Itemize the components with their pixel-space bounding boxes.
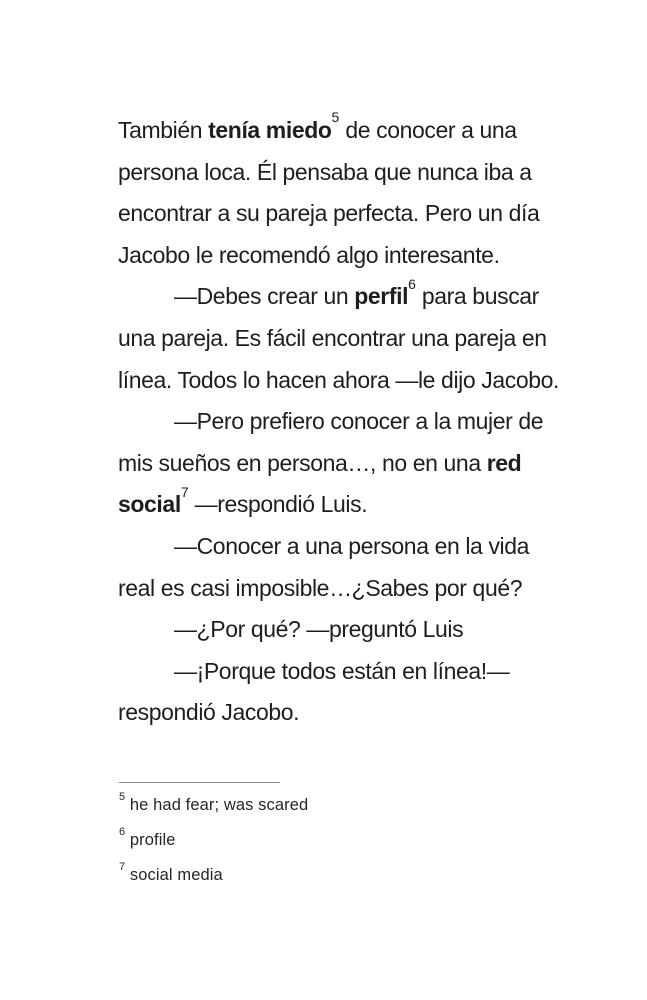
story-line (118, 360, 588, 402)
footnote-item (119, 860, 589, 885)
footnote-item (119, 825, 589, 850)
story-line (118, 443, 588, 485)
story-line (118, 568, 588, 610)
story-segment: tenía miedo (208, 117, 332, 143)
footnote-marker: 5 (119, 790, 126, 803)
footnote-marker: 6 (119, 825, 126, 838)
footnote-marker: 7 (119, 860, 126, 873)
story-segment: —¿Por qué? —preguntó Luis (174, 616, 464, 643)
story-line (118, 609, 588, 651)
story-segment: Jacobo le recomendó algo interesante. (118, 241, 500, 268)
story-line (118, 401, 588, 443)
story-text-block (118, 110, 588, 734)
story-segment: mis sueños en persona…, no en una (118, 449, 487, 476)
story-segment: respondió Jacobo. (118, 699, 300, 726)
story-segment: —Pero prefiero conocer a la mujer de (174, 408, 544, 435)
story-line (118, 318, 588, 360)
story-segment: —¡Porque todos están en línea!— (174, 657, 510, 684)
footnote-text: social media (129, 866, 223, 884)
story-line (118, 484, 588, 526)
story-segment: real es casi imposible…¿Sabes por qué? (118, 574, 523, 601)
footnote-reference: 5 (331, 109, 340, 126)
story-segment: —respondió Luis. (188, 491, 368, 518)
story-segment: red (486, 449, 522, 476)
story-segment: perfil (354, 283, 409, 310)
story-segment: social (118, 491, 181, 518)
footnote-reference: 7 (180, 483, 189, 500)
footnote-item (119, 790, 589, 815)
story-segment: —Debes crear un (174, 283, 355, 310)
footnotes-block (119, 782, 589, 901)
story-line (118, 276, 588, 318)
footnote-list (119, 790, 589, 885)
story-line (118, 235, 588, 277)
story-segment: También (118, 117, 209, 143)
story-line (118, 651, 588, 693)
story-segment: para buscar (415, 283, 539, 310)
footnote-text: profile (129, 831, 176, 849)
story-segment: una pareja. Es fácil encontrar una pareja en (118, 324, 547, 351)
story-segment: —Conocer a una persona en la vida (174, 532, 530, 559)
story-line (118, 110, 588, 152)
footnote-reference: 6 (408, 275, 416, 292)
story-line (118, 692, 588, 734)
story-segment: de conocer a una (339, 117, 517, 143)
story-line (118, 193, 588, 235)
footnote-text: he had fear; was scared (129, 796, 309, 814)
story-segment: encontrar a su pareja perfecta. Pero un día (118, 200, 540, 227)
story-segment: persona loca. Él pensaba que nunca iba a (118, 158, 532, 185)
story-line (118, 152, 588, 194)
footnote-divider (119, 782, 280, 783)
story-line (118, 526, 588, 568)
story-segment: línea. Todos lo hacen ahora —le dijo Jacobo. (118, 366, 560, 393)
